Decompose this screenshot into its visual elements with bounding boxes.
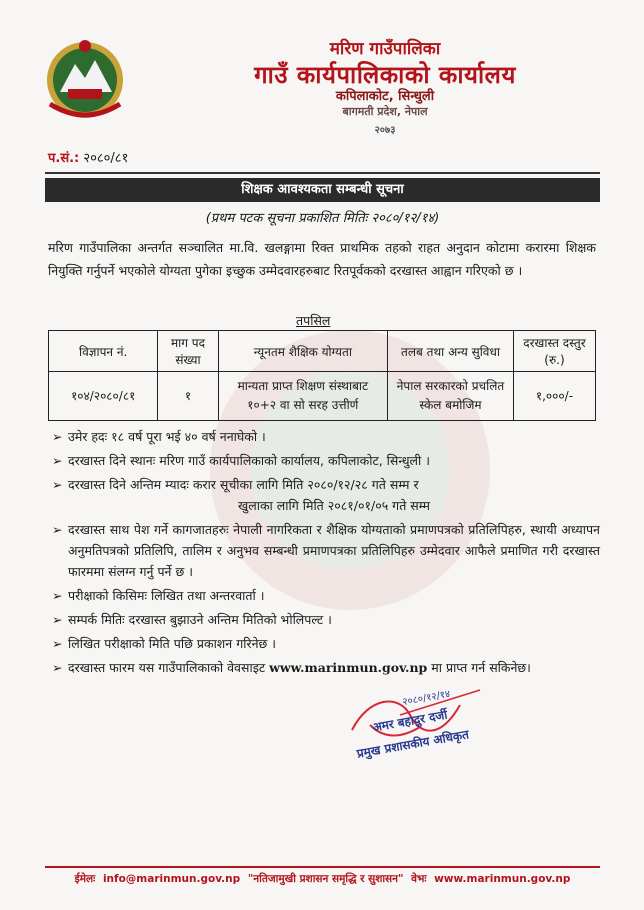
signed-date: २०८०/१२/१४ [401, 688, 452, 709]
website-link[interactable]: www.marinmun.gov.np [269, 660, 428, 675]
bullet-continuation: खुलाका लागि मिति २०८१/०१/०५ गते सम्म [238, 498, 430, 513]
reference-value: २०८०/८१ [83, 151, 129, 166]
established-year: २०७३ [374, 125, 396, 136]
arrow-bullet-icon: ➢ [52, 660, 63, 675]
footer-divider [45, 866, 600, 868]
bullet-text: दरखास्त दिने अन्तिम म्यादः करार सूचीका लागि मिति २०८०/१२/२८ गते सम्म र [68, 477, 419, 492]
col-header-salary: तलब तथा अन्य सुविधा [388, 331, 514, 372]
footer-slogan: "नतिजामुखी प्रशासन समृद्धि र सुशासन" [247, 873, 404, 885]
footer [45, 872, 600, 886]
bullet-text: उमेर हदः १८ वर्ष पूरा भई ४० वर्ष ननाघेको । [68, 429, 266, 444]
cell-salary: नेपाल सरकारको प्रचलित स्केल बमोजिम [388, 372, 514, 421]
col-header-positions: माग पद संख्या [158, 331, 218, 372]
conditions-list [52, 426, 600, 681]
divider-top [45, 172, 600, 174]
vacancy-table [48, 330, 596, 421]
arrow-bullet-icon: ➢ [52, 477, 63, 492]
office-location: कपिलाकोट, सिन्धुली [335, 89, 435, 104]
col-header-ad-no: विज्ञापन नं. [49, 331, 158, 372]
bullet-text: दरखास्त फारम यस गाउँपालिकाको वेवसाइट [68, 660, 266, 675]
footer-email[interactable]: info@marinmun.gov.np [102, 873, 241, 885]
reference-label: प.सं.: [48, 151, 80, 166]
arrow-bullet-icon: ➢ [52, 453, 63, 468]
col-header-qualification: न्यूनतम शैक्षिक योग्यता [218, 331, 388, 372]
bullet-text: दरखास्त साथ पेश गर्ने कागजातहरुः नेपाली नागरिकता र शैक्षिक योग्यताको प्रमाणपत्रको प्रतिलिपिहरु, स्थायी अध्यापन अनुमतिपत्रको प्रतिलिपि, तालिम र अनुभव सम्बन्धी प्रमाणपत्रका प्रतिलिपिहरु उम्मेदवार आफैले प्रमाणित गरी दरखास्त फारममा संलग्न गर्नु पर्ने छ । [68, 522, 600, 579]
reference-number [48, 148, 128, 166]
municipality-name: मरिण गाउँपालिका [329, 39, 441, 59]
footer-website[interactable]: www.marinmun.gov.np [434, 873, 571, 885]
table-header-row [49, 331, 596, 372]
intro-paragraph: मरिण गाउँपालिका अन्तर्गत सञ्चालित मा.वि. खलङ्गामा रिक्त प्राथमिक तहको राहत अनुदान कोटामा करारमा शिक्षक नियुक्ति गर्नुपर्ने भएकोले योग्यता पुगेका इच्छुक उम्मेदवारहरुबाट रितपूर्वकको दरखास्त आह्वान गरिएको छ । [48, 240, 596, 278]
list-item [52, 474, 600, 516]
arrow-bullet-icon: ➢ [52, 522, 63, 537]
list-item [52, 450, 600, 471]
bullet-text: लिखित परीक्षाको मिति पछि प्रकाशन गरिनेछ । [68, 636, 277, 651]
cell-fee: १,०००/- [513, 372, 595, 421]
arrow-bullet-icon: ➢ [52, 636, 63, 651]
bullet-text: सम्पर्क मितिः दरखास्त बुझाउने अन्तिम मितिको भोलिपल्ट । [68, 612, 332, 627]
arrow-bullet-icon: ➢ [52, 612, 63, 627]
cell-ad-no: १०४/२०८०/८१ [49, 372, 158, 421]
notice-subtitle: (प्रथम पटक सूचना प्रकाशित मितिः २०८०/१२/१४) [205, 211, 440, 226]
signatory-title: प्रमुख प्रशासकीय अधिकृत [355, 727, 470, 761]
schedule-label: तपसिल [296, 313, 331, 328]
footer-email-label: ईमेलः [74, 873, 96, 885]
bullet-text: दरखास्त दिने स्थानः मरिण गाउँ कार्यपालिकाको कार्यालय, कपिलाकोट, सिन्धुली । [68, 453, 430, 468]
office-title: गाउँ कार्यपालिकाको कार्यालय [254, 61, 516, 89]
col-header-fee: दरखास्त दस्तुर (रु.) [513, 331, 595, 372]
list-item [52, 585, 600, 606]
list-item [52, 519, 600, 582]
footer-web-label: वेभः [411, 873, 427, 885]
arrow-bullet-icon: ➢ [52, 429, 63, 444]
province-name: बागमती प्रदेश, नेपाल [342, 105, 428, 118]
nepal-emblem-logo [40, 34, 130, 122]
bullet-text: परीक्षाको किसिमः लिखित तथा अन्तरवार्ता । [68, 588, 265, 603]
notice-title: शिक्षक आवश्यकता सम्बन्धी सूचना [45, 178, 600, 202]
list-item [52, 633, 600, 654]
table-row [49, 372, 596, 421]
list-item [52, 609, 600, 630]
bullet-text-after: मा प्राप्त गर्न सकिनेछ। [431, 660, 531, 675]
cell-qualification: मान्यता प्राप्त शिक्षण संस्थाबाट १०+२ वा सो सरह उत्तीर्ण [218, 372, 388, 421]
signatory-name: अमर बहादुर दर्जी [371, 707, 449, 735]
arrow-bullet-icon: ➢ [52, 588, 63, 603]
list-item [52, 426, 600, 447]
cell-positions: १ [158, 372, 218, 421]
list-item [52, 657, 600, 678]
